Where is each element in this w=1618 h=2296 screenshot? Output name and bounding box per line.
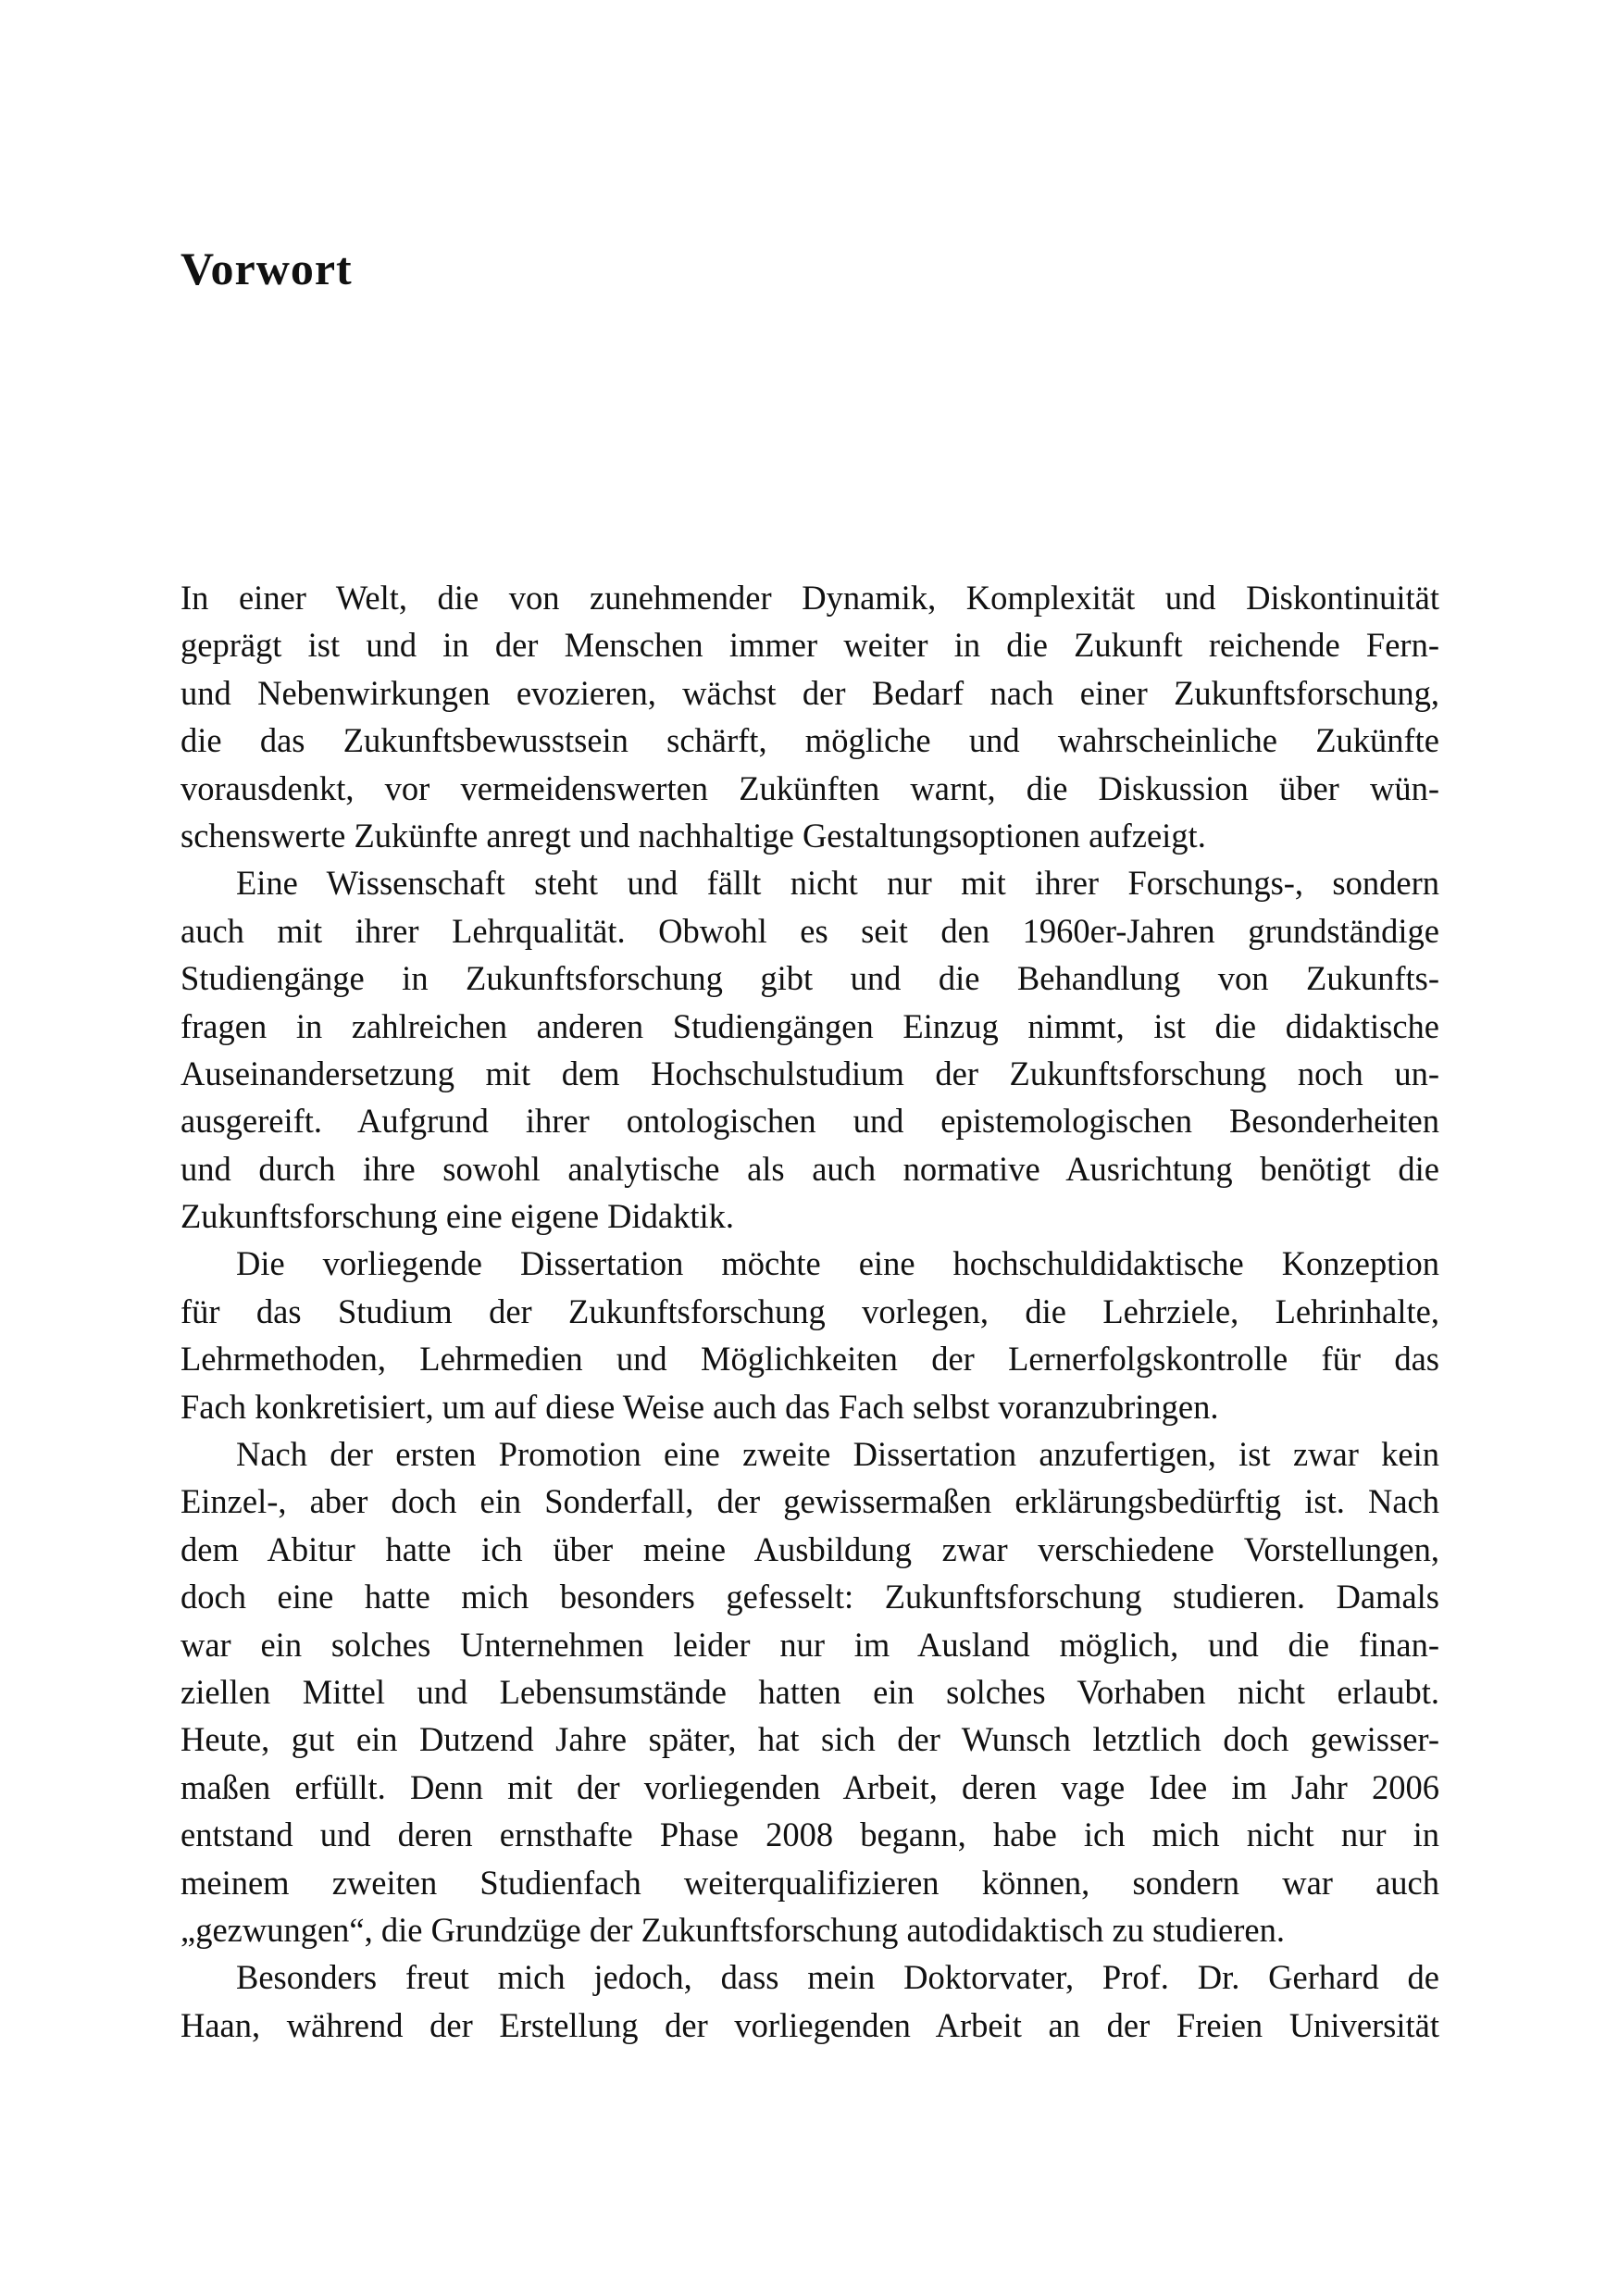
text-line: Studiengänge in Zukunftsforschung gibt und die Behandlung von Zukunfts- <box>180 959 1439 998</box>
text-line: fragen in zahlreichen anderen Studiengängen Einzug nimmt, ist die didaktische <box>180 1006 1439 1045</box>
text-line: Zukunftsforschung eine eigene Didaktik. <box>180 1197 735 1236</box>
paragraph-5 <box>180 1953 1439 2049</box>
page-title: Vorwort <box>180 243 353 294</box>
text-line: und durch ihre sowohl analytische als auch normative Ausrichtung benötigt die <box>180 1149 1439 1188</box>
text-line: Haan, während der Erstellung der vorliegenden Arbeit an der Freien Universität <box>180 2005 1439 2044</box>
text-line: und Nebenwirkungen evozieren, wächst der Bedarf nach einer Zukunftsforschung, <box>180 673 1439 712</box>
text-line: Nach der ersten Promotion eine zweite Dissertation anzufertigen, ist zwar kein <box>236 1435 1439 1474</box>
text-line: Heute, gut ein Dutzend Jahre später, hat sich der Wunsch letztlich doch gewisser- <box>180 1720 1439 1759</box>
text-line: Auseinandersetzung mit dem Hochschulstudium der Zukunftsforschung noch un- <box>180 1054 1439 1092</box>
text-line: auch mit ihrer Lehrqualität. Obwohl es seit den 1960er-Jahren grundständige <box>180 911 1439 950</box>
paragraph-2 <box>180 859 1439 1240</box>
text-line: vorausdenkt, vor vermeidenswerten Zukünften warnt, die Diskussion über wün- <box>180 768 1439 807</box>
text-line: Fach konkretisiert, um auf diese Weise auch das Fach selbst voranzubringen. <box>180 1387 1219 1426</box>
text-line: In einer Welt, die von zunehmender Dynamik, Komplexität und Diskontinuität <box>180 579 1439 617</box>
text-line: doch eine hatte mich besonders gefesselt: Zukunftsforschung studieren. Damals <box>180 1578 1439 1616</box>
text-line: Eine Wissenschaft steht und fällt nicht nur mit ihrer Forschungs-, sondern <box>236 864 1439 903</box>
text-line: die das Zukunftsbewusstsein schärft, mögliche und wahrscheinliche Zukünfte <box>180 721 1439 760</box>
text-line: Die vorliegende Dissertation möchte eine hochschuldidaktische Konzeption <box>236 1244 1439 1283</box>
text-line: meinem zweiten Studienfach weiterqualifizieren können, sondern war auch <box>180 1863 1439 1902</box>
paragraph-1 <box>180 574 1439 859</box>
text-line: „gezwungen“, die Grundzüge der Zukunftsforschung autodidaktisch zu studieren. <box>180 1910 1285 1949</box>
text-line: Einzel-, aber doch ein Sonderfall, der gewissermaßen erklärungsbedürftig ist. Nach <box>180 1482 1439 1521</box>
text-line: maßen erfüllt. Denn mit der vorliegenden Arbeit, deren vage Idee im Jahr 2006 <box>180 1767 1439 1806</box>
text-line: entstand und deren ernsthafte Phase 2008 begann, habe ich mich nicht nur in <box>180 1816 1439 1854</box>
text-line: für das Studium der Zukunftsforschung vorlegen, die Lehrziele, Lehrinhalte, <box>180 1292 1439 1330</box>
text-line: dem Abitur hatte ich über meine Ausbildung zwar verschiedene Vorstellungen, <box>180 1529 1439 1568</box>
paragraph-3 <box>180 1240 1439 1430</box>
text-line: war ein solches Unternehmen leider nur im Ausland möglich, und die finan- <box>180 1625 1439 1664</box>
text-line: schenswerte Zukünfte anregt und nachhaltige Gestaltungsoptionen aufzeigt. <box>180 816 1206 855</box>
body-text <box>180 574 1439 2049</box>
text-line: Besonders freut mich jedoch, dass mein Doktorvater, Prof. Dr. Gerhard de <box>236 1958 1439 1997</box>
text-line: ziellen Mittel und Lebensumstände hatten ein solches Vorhaben nicht erlaubt. <box>180 1672 1439 1711</box>
paragraph-4 <box>180 1430 1439 1953</box>
text-line: ausgereift. Aufgrund ihrer ontologischen und epistemologischen Besonderheiten <box>180 1102 1439 1141</box>
text-line: geprägt ist und in der Menschen immer weiter in die Zukunft reichende Fern- <box>180 626 1439 665</box>
text-line: Lehrmethoden, Lehrmedien und Möglichkeiten der Lernerfolgskontrolle für das <box>180 1340 1439 1379</box>
